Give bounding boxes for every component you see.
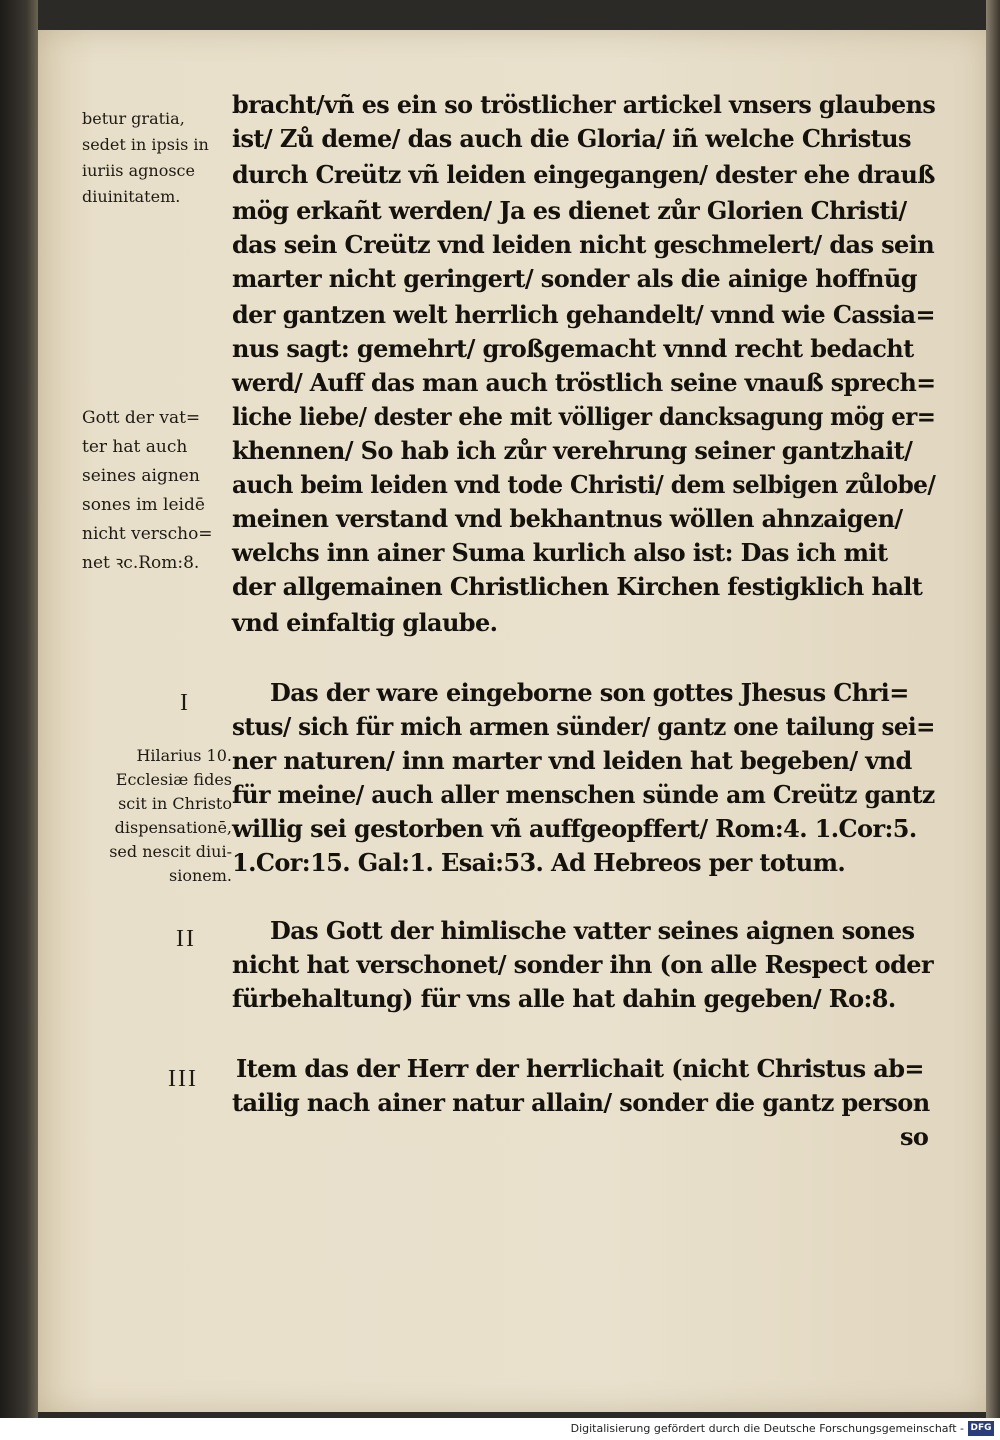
body-line-17: Das der ware eingeborne son gottes Jhesus Chri= [270,678,909,707]
gloss-line: nicht verscho= [82,524,213,544]
body-line-11: khennen/ So hab ich zůr verehrung seiner gantzhait/ [232,436,913,465]
body-line-3: durch Creütz vñ leiden eingegangen/ dester ehe drauß [232,160,935,189]
page-edge [986,0,1000,1418]
gloss-line: ter hat auch [82,437,188,457]
body-line-2: ist/ Zů deme/ das auch die Gloria/ iñ welche Christus [232,124,911,153]
footer-credit: Digitalisierung gefördert durch die Deutsche Forschungsgemeinschaft - [570,1422,964,1435]
gloss-line: sedet in ipsis in [82,135,209,154]
body-line-18: stus/ sich für mich armen sünder/ gantz one tailung sei= [232,712,935,741]
body-line-13: meinen verstand vnd bekhantnus wöllen ahnzaigen/ [232,504,903,533]
gloss-line: sones im leidē [82,495,205,515]
body-line-19: ner naturen/ inn marter vnd leiden hat begeben/ vnd [232,746,912,775]
gloss-line: Hilarius 10. [136,746,232,765]
body-line-12: auch beim leiden vnd tode Christi/ dem selbigen zůlobe/ [232,470,936,499]
body-line-9: werd/ Auff das man auch tröstlich seine vnauß sprech= [232,368,936,397]
book-spine-shadow [0,0,38,1418]
body-line-26: Item das der Herr der herrlichait (nicht Christus ab= [236,1054,924,1083]
section-numeral-1: I [180,690,190,716]
body-line-23: Das Gott der himlische vatter seines aignen sones [270,916,915,945]
body-line-14: welchs inn ainer Suma kurlich also ist: Das ich mit [232,538,888,567]
body-line-5: das sein Creütz vnd leiden nicht geschmelert/ das sein [232,230,935,259]
body-line-24: nicht hat verschonet/ sonder ihn (on alle Respect oder [232,950,933,979]
section-numeral-3: III [168,1066,198,1092]
gloss-line: Gott der vat= [82,408,201,428]
gloss-line: sed nescit diui- [109,842,232,861]
body-line-25: fürbehaltung) für vns alle hat dahin gegeben/ Ro:8. [232,984,896,1013]
body-line-4: mög erkañt werden/ Ja es dienet zůr Glorien Christi/ [232,196,907,225]
dfg-logo-icon: DFG [968,1421,994,1436]
gloss-line: sionem. [169,866,232,885]
gloss-line: Ecclesiæ fides [115,770,232,789]
body-line-15: der allgemainen Christlichen Kirchen festigklich halt [232,572,923,601]
body-line-8: nus sagt: gemehrt/ großgemacht vnnd recht bedacht [232,334,914,363]
body-line-22: 1.Cor:15. Gal:1. Esai:53. Ad Hebreos per totum. [232,848,846,877]
gloss-line: scit in Christo [118,794,232,813]
body-line-27: tailig nach ainer natur allain/ sonder die gantz person [232,1088,930,1117]
body-line-7: der gantzen welt herrlich gehandelt/ vnnd wie Cassia= [232,300,935,329]
gloss-line: diuinitatem. [82,187,181,206]
digitization-footer [0,1418,1000,1440]
body-line-20: für meine/ auch aller menschen sünde am Creütz gantz [232,780,935,809]
margin-gloss-2 [82,404,213,578]
margin-gloss-1 [82,106,209,210]
body-line-21: willig sei gestorben vñ auffgeopffert/ Rom:4. 1.Cor:5. [232,814,917,843]
gloss-line: iuriis agnosce [82,161,195,180]
gloss-line: betur gratia, [82,109,185,128]
margin-gloss-3 [88,744,232,888]
gloss-line: dispensationē, [114,818,232,837]
body-line-16: vnd einfaltig glaube. [232,608,498,637]
body-line-6: marter nicht geringert/ sonder als die ainige hoffnūg [232,264,917,293]
gloss-line: net ꝛc.Rom:8. [82,553,200,573]
gloss-line: seines aignen [82,466,200,486]
section-numeral-2: II [176,926,196,952]
body-line-1: bracht/vñ es ein so tröstlicher artickel vnsers glaubens [232,90,936,119]
catchword: so [900,1122,929,1151]
body-line-10: liche liebe/ dester ehe mit völliger dancksagung mög er= [232,402,936,431]
